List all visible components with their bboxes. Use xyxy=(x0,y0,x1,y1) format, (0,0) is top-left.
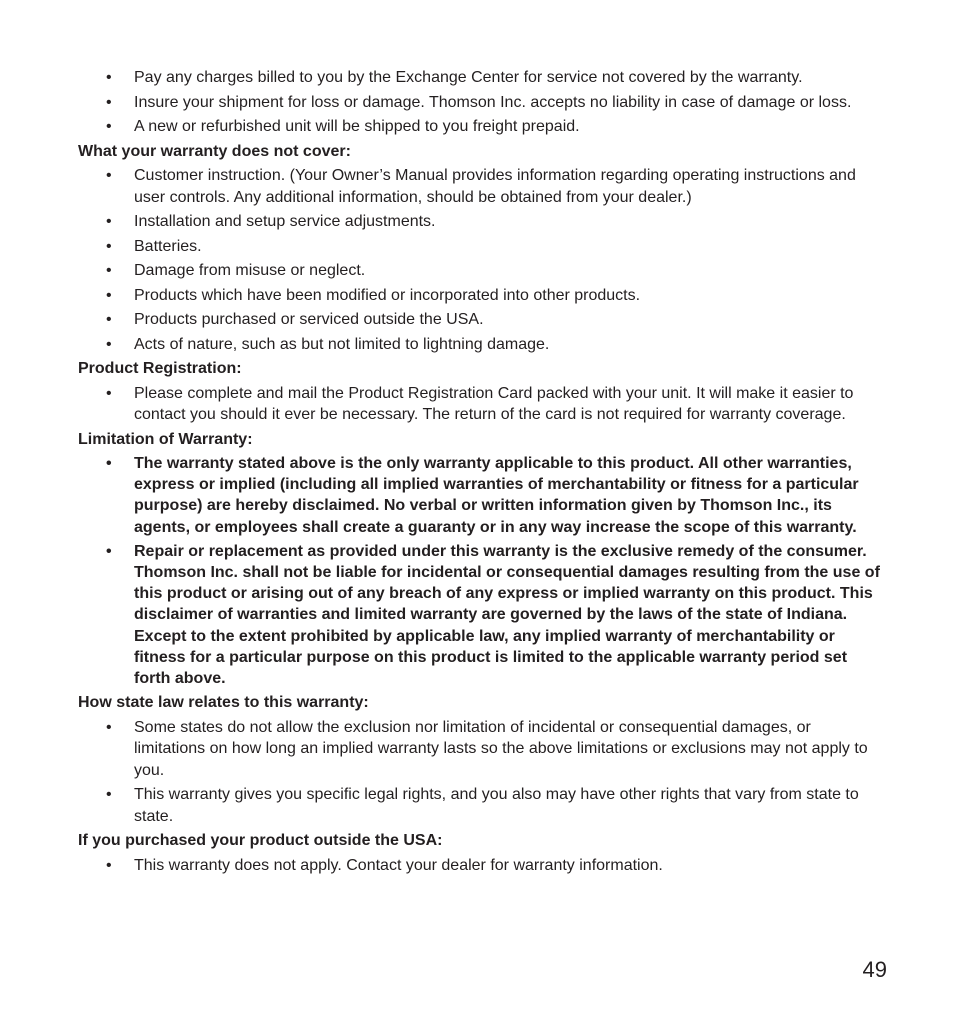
bullet-icon: • xyxy=(106,542,112,560)
bullet-icon: • xyxy=(106,286,112,304)
warranty-page xyxy=(78,67,884,879)
bullet-icon: • xyxy=(106,262,112,279)
bullet-icon: • xyxy=(106,167,112,184)
limitation-heading: Limitation of Warranty: xyxy=(78,430,253,448)
list-item: • Acts of nature, such as but not limited to lightning damage. xyxy=(78,334,884,356)
bullet-icon: • xyxy=(106,213,112,230)
state-law-bullet-list xyxy=(78,717,884,828)
list-item: • Pay any charges billed to you by the Exchange Center for service not covered by the warranty. xyxy=(78,67,884,89)
list-item: • Please complete and mail the Product Registration Card packed with your unit. It will make it easier to contact you should it ever be necessary. The return of the card is not required for warranty coverage. xyxy=(106,384,854,423)
list-item: • The warranty stated above is the only warranty applicable to this product. All other warranties, express or implied (including all implied warranties of merchantability or fitness for a particular purpose) are hereby disclaimed. No verbal or written information given by Thomson Inc., its agents, or employees shall create a guaranty or in any way increase the scope of this warranty. xyxy=(106,455,859,536)
list-item: • Installation and setup service adjustments. xyxy=(78,211,884,233)
list-item: • Insure your shipment for loss or damage. Thomson Inc. accepts no liability in case of damage or loss. xyxy=(78,92,884,114)
list-item: • Products which have been modified or incorporated into other products. xyxy=(78,285,884,307)
bullet-icon: • xyxy=(106,311,112,328)
bullet-icon: • xyxy=(106,118,112,135)
bullet-icon: • xyxy=(106,335,112,353)
list-item: • This warranty gives you specific legal rights, and you also may have other rights that vary from state to state. xyxy=(106,786,859,825)
page-number: 49 xyxy=(862,957,887,982)
not-cover-bullet-list xyxy=(78,165,884,355)
list-item: • Customer instruction. (Your Owner’s Manual provides information regarding operating instructions and user controls. Any additional information, should be obtained from your dealer.) xyxy=(106,167,856,206)
intro-bullet-list xyxy=(78,67,884,138)
bullet-icon: • xyxy=(106,384,112,402)
not-cover-heading: What your warranty does not cover: xyxy=(78,142,351,160)
registration-heading: Product Registration: xyxy=(78,360,242,377)
state-law-heading: How state law relates to this warranty: xyxy=(78,694,369,712)
bullet-icon: • xyxy=(106,69,112,86)
list-item: • Damage from misuse or neglect. xyxy=(78,260,884,282)
list-item: • Some states do not allow the exclusion nor limitation of incidental or consequential damages, or limitations on how long an implied warranty lasts so the above limitations or exclusions may not apply to you. xyxy=(106,718,868,779)
bullet-icon: • xyxy=(106,856,112,874)
bullet-icon: • xyxy=(106,786,112,804)
bullet-icon: • xyxy=(106,93,112,111)
list-item: • This warranty does not apply. Contact your dealer for warranty information. xyxy=(78,855,884,877)
outside-usa-heading: If you purchased your product outside the USA: xyxy=(78,832,443,850)
bullet-icon: • xyxy=(106,237,112,255)
list-item: • Repair or replacement as provided under this warranty is the exclusive remedy of the consumer. Thomson Inc. shall not be liable for incidental or consequential damages resulting from the use of this product or arising out of any breach of any express or implied warranty on this product. This disclaimer of warranties and limited warranty are governed by the laws of the state of Indiana. Except to the extent prohibited by applicable law, any implied warranty of merchantability or fitness for a particular purpose on this product is limited to the applicable warranty period set forth above. xyxy=(106,542,880,688)
list-item: • Products purchased or serviced outside the USA. xyxy=(78,309,884,331)
list-item: • Batteries. xyxy=(78,236,884,258)
limitation-bullet-list xyxy=(78,453,884,689)
bullet-icon: • xyxy=(106,455,112,472)
outside-usa-bullet-list xyxy=(78,855,884,877)
bullet-icon: • xyxy=(106,718,112,736)
registration-bullet-list xyxy=(78,383,884,426)
list-item: • A new or refurbished unit will be shipped to you freight prepaid. xyxy=(78,116,884,138)
